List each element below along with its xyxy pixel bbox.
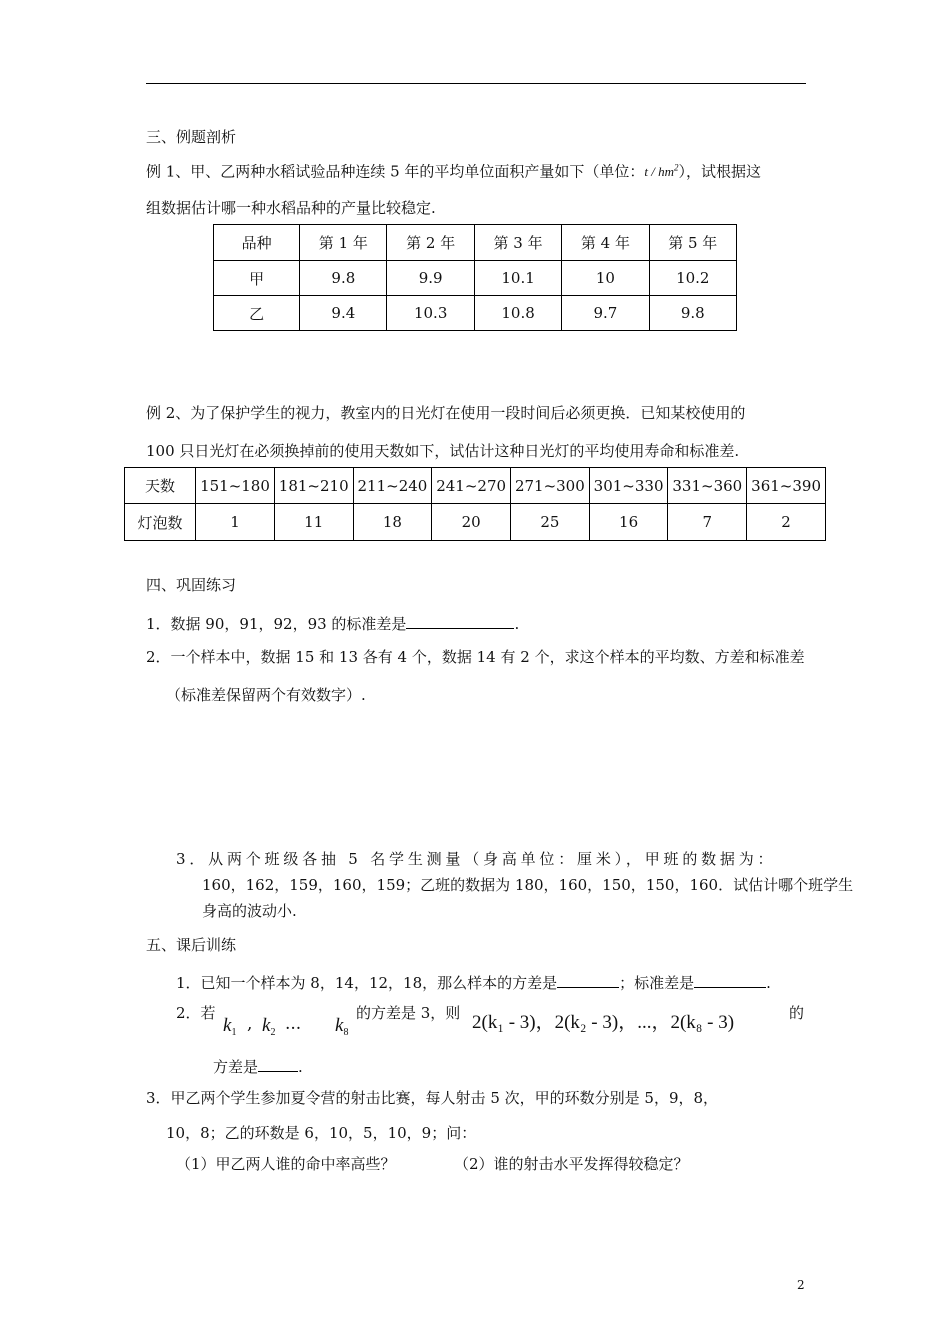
table-cell: 乙 [214, 296, 300, 331]
table-header-cell: 第 2 年 [387, 225, 474, 261]
example-1-text-a: 例 1、甲、乙两种水稻试验品种连续 5 年的平均单位面积产量如下（单位： [146, 162, 645, 181]
transformed-data-expression: 2(k₁ - 3)，2(k₂ - 3)，...，2(k₈ - 3) [472, 1012, 735, 1033]
table-header-cell: 271~300 [511, 468, 590, 504]
table-cell: 9.7 [562, 296, 649, 331]
table-cell: 25 [511, 504, 590, 541]
homework-q3-line-2: 10，8；乙的环数是 6，10，5，10，9；问： [166, 1124, 477, 1142]
table-cell: 10.2 [649, 261, 736, 296]
practice-q3-line-1: 3．从两个班级各抽 5 名学生测量（身高单位：厘米），甲班的数据为： [176, 850, 777, 868]
var-k1-sub: 1 [231, 1027, 237, 1038]
table-cell: 9.8 [300, 261, 387, 296]
table-header-cell: 211~240 [353, 468, 432, 504]
table-header-cell: 第 3 年 [474, 225, 561, 261]
table-cell: 甲 [214, 261, 300, 296]
page-number: 2 [797, 1278, 805, 1292]
table-header-cell: 331~360 [668, 468, 747, 504]
practice-q1-text: 1．数据 90，91，92，93 的标准差是 [146, 615, 407, 633]
example-2-line-2: 100 只日光灯在必须换掉前的使用天数如下，试估计这种日光灯的平均使用寿命和标准差. [146, 442, 740, 460]
table-cell: 10.1 [474, 261, 561, 296]
table-header-cell: 241~270 [432, 468, 511, 504]
unit-formula [644, 164, 678, 179]
homework-q2-line2-text: 方差是 [213, 1058, 259, 1076]
homework-q1 [176, 973, 771, 991]
homework-q2-line2-end: . [298, 1058, 303, 1076]
practice-q3-line-3: 身高的波动小. [202, 902, 297, 920]
var-k2-letter: k [262, 1015, 271, 1036]
table-cell: 7 [668, 504, 747, 541]
practice-q2-line-2: （标准差保留两个有效数字）. [166, 686, 366, 704]
table-cell: 10 [562, 261, 649, 296]
table-cell: 9.9 [387, 261, 474, 296]
table-header-cell: 第 4 年 [562, 225, 649, 261]
homework-q2-prefix: 2．若 [176, 1004, 216, 1022]
table-header-cell: 151~180 [196, 468, 275, 504]
var-k2-sub: 2 [270, 1027, 276, 1038]
ellipsis: ... [285, 1014, 302, 1034]
unit-text: t / hm [644, 164, 675, 180]
table-cell: 1 [196, 504, 275, 541]
table-row [125, 504, 826, 541]
table-header-cell: 品种 [214, 225, 300, 261]
practice-q2-line-1: 2．一个样本中，数据 15 和 13 各有 4 个，数据 14 有 2 个，求这个样本的平均数、方差和标准差 [146, 648, 805, 666]
homework-q2-mid: 的方差是 3，则 [356, 1004, 461, 1022]
table-cell: 2 [747, 504, 826, 541]
table-header-cell: 301~330 [589, 468, 668, 504]
section-5-title: 五、课后训练 [146, 936, 237, 954]
table-row [214, 296, 737, 331]
table-cell: 10.3 [387, 296, 474, 331]
table-cell: 9.4 [300, 296, 387, 331]
var-k8 [335, 1016, 348, 1038]
table-cell: 18 [353, 504, 432, 541]
var-k1 [223, 1016, 236, 1038]
homework-q3-sub-2: （2）谁的射击水平发挥得较稳定？ [454, 1155, 689, 1173]
practice-q1-end: . [514, 615, 520, 633]
section-4-title: 四、巩固练习 [146, 576, 237, 594]
table-cell: 灯泡数 [125, 504, 196, 541]
example-1-line-1 [146, 164, 761, 179]
table-header-cell: 第 5 年 [649, 225, 736, 261]
table-cell: 20 [432, 504, 511, 541]
std-dev-answer-blank[interactable] [694, 973, 766, 988]
var-k1-letter: k [223, 1015, 232, 1036]
homework-q1-text: 1．已知一个样本为 8，14，12，18，那么样本的方差是 [176, 974, 558, 992]
homework-q3-line-1: 3．甲乙两个学生参加夏令营的射击比赛，每人射击 5 次，甲的环数分别是 5，9，8， [146, 1089, 719, 1107]
variance-answer-blank[interactable] [258, 1057, 298, 1072]
table-cell: 16 [589, 504, 668, 541]
table-cell: 9.8 [649, 296, 736, 331]
var-k2 [262, 1016, 275, 1038]
table-cell: 10.8 [474, 296, 561, 331]
header-rule [146, 83, 806, 84]
table-row [214, 225, 737, 261]
var-k8-sub: 8 [343, 1027, 349, 1038]
homework-q2-end: 的 [789, 1004, 805, 1022]
bulb-lifetime-table [124, 467, 826, 541]
homework-q3-sub-1: （1）甲乙两人谁的命中率高些？ [176, 1155, 396, 1173]
homework-q1-mid: ；标准差是 [619, 974, 695, 992]
table-row [214, 261, 737, 296]
comma: , [247, 1014, 253, 1034]
table-cell: 11 [274, 504, 353, 541]
table-header-cell: 天数 [125, 468, 196, 504]
practice-q1 [146, 614, 519, 632]
answer-blank[interactable] [406, 614, 514, 629]
table-header-cell: 181~210 [274, 468, 353, 504]
practice-q3-line-2: 160，162，159，160，159；乙班的数据为 180，160，150，150，160．试估计哪个班学生 [202, 876, 854, 894]
var-k8-letter: k [335, 1015, 344, 1036]
table-header-cell: 第 1 年 [300, 225, 387, 261]
homework-q2-line-2 [213, 1057, 303, 1075]
example-2-line-1: 例 2、为了保护学生的视力，教室内的日光灯在使用一段时间后必须更换．已知某校使用的 [146, 404, 746, 422]
variance-answer-blank[interactable] [557, 973, 619, 988]
example-1-line-2: 组数据估计哪一种水稻品种的产量比较稳定. [146, 199, 436, 217]
table-header-cell: 361~390 [747, 468, 826, 504]
table-row [125, 468, 826, 504]
section-3-title: 三、例题剖析 [146, 128, 237, 146]
yield-table [213, 224, 737, 331]
unit-sup: 2 [674, 163, 679, 173]
example-1-text-b: ），试根据这 [678, 162, 762, 181]
homework-q1-end: . [766, 974, 771, 992]
